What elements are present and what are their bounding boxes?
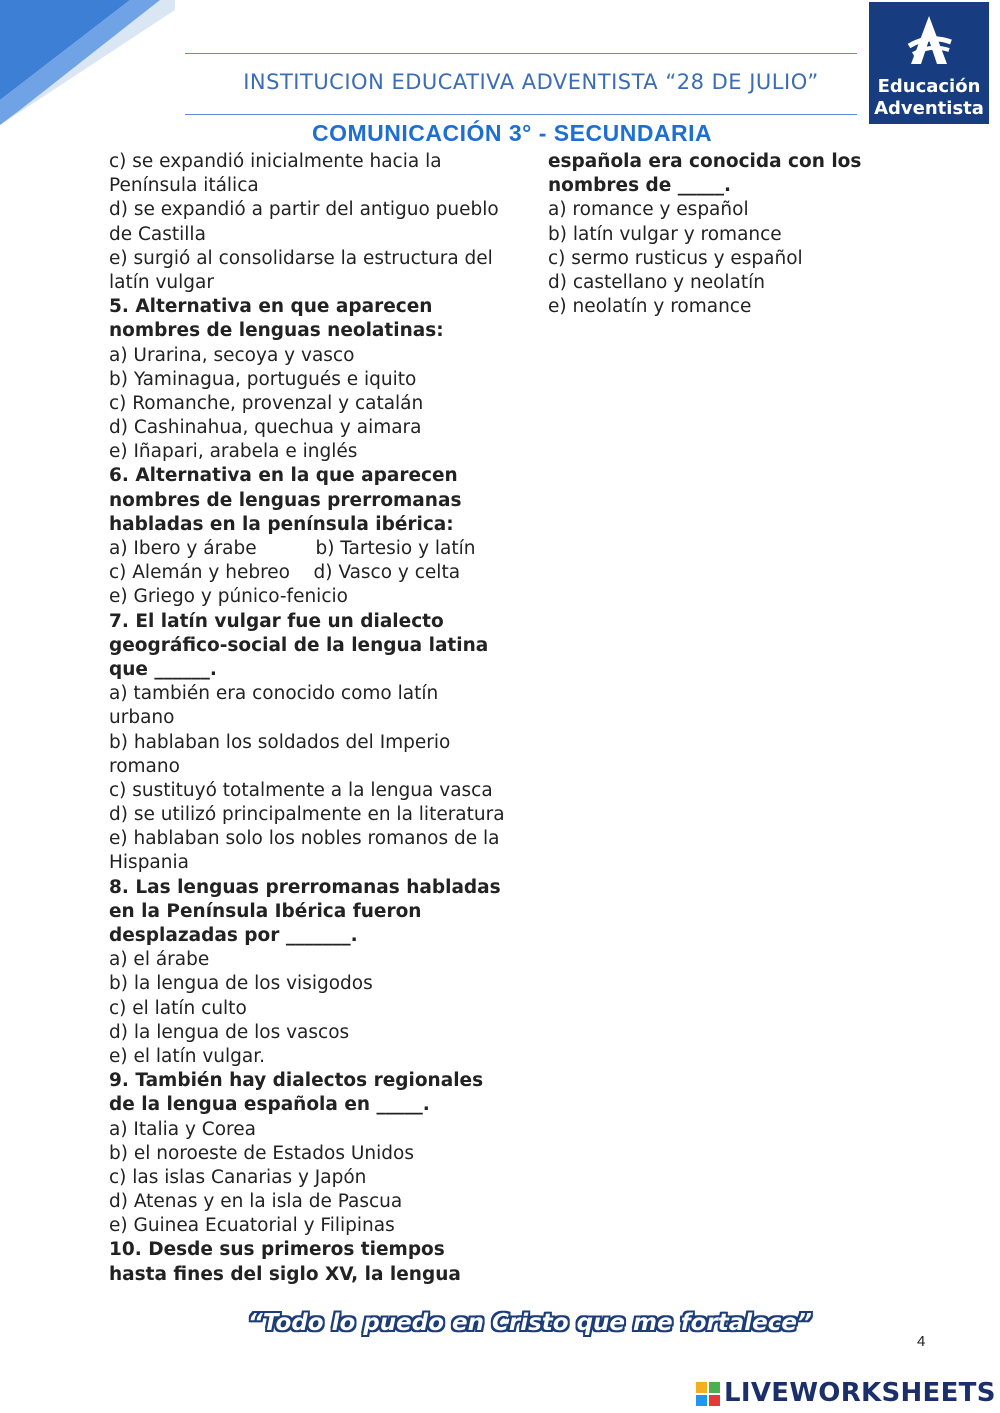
question-7-cont: geográfico-social de la lengua latina — [109, 634, 489, 656]
option: d) Cashinahua, quechua y aimara — [109, 417, 422, 439]
option: romano — [109, 755, 180, 777]
option: d) Atenas y en la isla de Pascua — [109, 1191, 403, 1213]
left-column — [109, 150, 505, 1287]
option: d) castellano y neolatín — [548, 271, 766, 293]
option: c) las islas Canarias y Japón — [109, 1166, 367, 1188]
question-8-cont: en la Península Ibérica fueron — [109, 900, 422, 922]
question-10-cont: hasta fines del siglo XV, la lengua — [109, 1263, 461, 1285]
option: urbano — [109, 707, 175, 729]
right-column — [548, 150, 861, 319]
motto: “Todo lo puedo en Cristo que me fortalece” — [248, 1310, 812, 1336]
option: b) Yaminagua, portugués e iquito — [109, 368, 417, 390]
text-line: Península itálica — [109, 175, 259, 197]
option: d) se utilizó principalmente en la literatura — [109, 804, 505, 826]
option: a) Italia y Corea — [109, 1118, 256, 1140]
question-8-cont: desplazadas por _______. — [109, 925, 358, 946]
option: e) Iñapari, arabela e inglés — [109, 441, 358, 463]
text-line: c) se expandió inicialmente hacia la — [109, 151, 442, 172]
question-5: 5. Alternativa en que aparecen — [109, 296, 433, 318]
question-6-cont: habladas en la península ibérica: — [109, 513, 454, 535]
option: c) Alemán y hebreo d) Vasco y celta — [109, 562, 461, 584]
question-5-cont: nombres de lenguas neolatinas: — [109, 320, 444, 342]
option: Hispania — [109, 852, 189, 874]
question-9-cont: de la lengua española en _____. — [109, 1094, 430, 1116]
logo-text-line2: Adventista — [874, 98, 984, 119]
question-8: 8. Las lenguas prerromanas habladas — [109, 876, 501, 898]
question-9: 9. También hay dialectos regionales — [109, 1070, 484, 1092]
liveworksheets-logo-icon — [696, 1382, 720, 1406]
option: e) neolatín y romance — [548, 296, 752, 318]
text-line: e) surgió al consolidarse la estructura del — [109, 247, 493, 269]
header-rule-bottom — [185, 114, 857, 115]
option: c) el latín culto — [109, 997, 247, 1019]
option: a) romance y español — [548, 199, 749, 221]
option: b) la lengua de los visigodos — [109, 973, 373, 995]
question-6: 6. Alternativa en la que aparecen — [109, 465, 458, 487]
header-rule-top — [185, 53, 857, 54]
option: e) Guinea Ecuatorial y Filipinas — [109, 1215, 395, 1237]
option: c) Romanche, provenzal y catalán — [109, 392, 424, 414]
option: c) sermo rusticus y español — [548, 247, 803, 269]
option: e) hablaban solo los nobles romanos de la — [109, 828, 500, 850]
text-line: de Castilla — [109, 223, 206, 245]
option: b) el noroeste de Estados Unidos — [109, 1142, 414, 1164]
text-line: latín vulgar — [109, 271, 214, 293]
question-10-cont: española era conocida con los — [548, 151, 862, 172]
brand-name: LIVEWORKSHEETS — [724, 1378, 996, 1408]
question-10: 10. Desde sus primeros tiempos — [109, 1239, 445, 1261]
option: a) el árabe — [109, 949, 210, 971]
subject-title: COMUNICACIÓN 3° - SECUNDARIA — [312, 120, 713, 146]
logo-text-line1: Educación — [877, 76, 981, 97]
education-logo — [869, 2, 989, 124]
option: a) Urarina, secoya y vasco — [109, 344, 355, 366]
text-line: d) se expandió a partir del antiguo pueblo — [109, 199, 499, 221]
adventist-logo-icon — [869, 2, 989, 72]
option: c) sustituyó totalmente a la lengua vasca — [109, 779, 493, 801]
question-10-cont: nombres de _____. — [548, 175, 732, 197]
question-7: 7. El latín vulgar fue un dialecto — [109, 610, 444, 632]
question-6-cont: nombres de lenguas prerromanas — [109, 489, 462, 511]
option: d) la lengua de los vascos — [109, 1021, 350, 1043]
page-number: 4 — [917, 1333, 926, 1350]
option: e) el latín vulgar. — [109, 1045, 266, 1067]
option: a) Ibero y árabe b) Tartesio y latín — [109, 538, 476, 559]
school-name: INSTITUCION EDUCATIVA ADVENTISTA “28 DE JULIO” — [243, 70, 819, 94]
option: b) hablaban los soldados del Imperio — [109, 731, 451, 753]
option: e) Griego y púnico-fenicio — [109, 586, 348, 608]
option: a) también era conocido como latín — [109, 683, 439, 705]
corner-decoration — [0, 0, 175, 125]
question-7-cont: que ______. — [109, 658, 217, 680]
option: b) latín vulgar y romance — [548, 223, 782, 245]
